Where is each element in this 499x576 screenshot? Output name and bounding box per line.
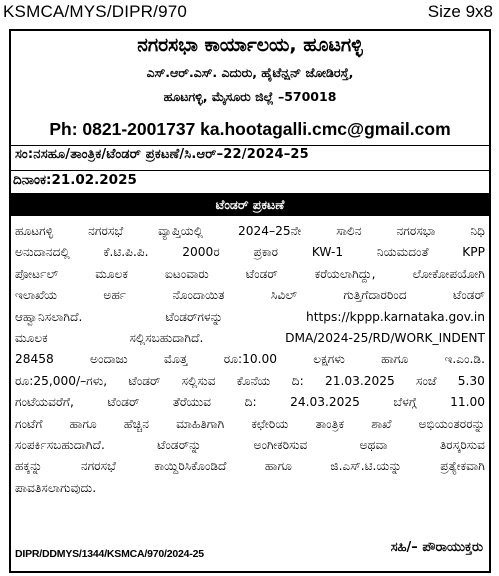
body-word: ಹಕ್ಕನ್ನು: [15, 459, 43, 474]
body-word: ನಗರಸಭೆ: [80, 459, 116, 474]
body-word: ಟೆಂಡರ್‌ನ್ನು: [157, 437, 202, 452]
body-word: KPP: [462, 245, 485, 260]
body-word: ಸಲ್ಲಿಸುವ: [181, 373, 216, 388]
body-word: ಅಥವಾ: [359, 437, 388, 452]
release-code: KSMCA/MYS/DIPR/970: [3, 2, 188, 21]
office-title: ನಗರಸಭಾ ಕಾರ್ಯಾಲಯ, ಹೂಟಗಳ್ಳಿ: [137, 34, 363, 56]
body-line: ಪಾವತಿಸಲಾಗುವುದು.: [15, 480, 97, 495]
body-word: ಕಛೇರಿಯ: [251, 416, 289, 431]
body-word: KW-1: [311, 245, 344, 260]
body-word: ಸಂಜೆ: [415, 373, 437, 388]
body-word: ಹಾಗೂ: [69, 416, 97, 431]
body-word: ಕಾಯ್ದಿರಿಸಿಕೊಂಡಿದೆ: [154, 459, 227, 474]
divider: [11, 145, 489, 146]
body-word: ಮೂಲಕ: [95, 266, 129, 281]
body-line: [15, 328, 485, 349]
body-word: ಅನುದಾನದಲ್ಲಿ: [15, 245, 70, 260]
body-word: ಮೂಲಕ: [15, 330, 48, 345]
body-word: 28458: [15, 352, 54, 367]
body-word: ಅಂಗೀಕರಿಸುವ: [253, 437, 308, 452]
body-word: ದಿ:: [291, 373, 304, 388]
body-word: ಇ.ಎಂ.ಡಿ.: [444, 352, 485, 367]
body-word: ಸಿವಿಲ್: [270, 288, 298, 303]
body-word: ಶಾಖೆ: [371, 416, 392, 431]
body-word: ನೊಂದಾಯಿತ: [172, 288, 225, 303]
body-word: 2000ರ: [182, 245, 220, 260]
body-word: ಪೋರ್ಟಲ್: [15, 266, 59, 281]
body-line: [15, 242, 485, 263]
body-line: [15, 349, 485, 370]
body-word: ಟೆಂಡರ್‌ಗಳನ್ನು: [165, 309, 223, 324]
body-word: ಟೆಂಡರ್: [107, 395, 140, 410]
body-word: 2024–25ನೇ: [237, 224, 302, 238]
body-word: https://kppp.karnataka.gov.in: [305, 309, 485, 324]
signature: ಸಹಿ/– ಪೌರಾಯುಕ್ತರು: [390, 540, 483, 555]
body-word: ಹಾಗೂ: [264, 459, 292, 474]
office-contact: Ph: 0821-2001737 ka.hootagalli.cmc@gmail.com: [49, 119, 451, 139]
body-word: ಪ್ರತ್ಯೇಕವಾಗಿ: [440, 459, 485, 474]
body-word: ಮಾಹಿತಿಗಾಗಿ: [176, 416, 225, 431]
body-word: ಟೆಂಡರ್: [245, 266, 278, 281]
body-word: ಸಾಲಿನ: [336, 224, 362, 238]
body-word: ಆಹ್ವಾನಿಸಲಾಗಿದೆ.: [15, 309, 83, 324]
body-line: [15, 414, 485, 435]
body-word: ಬೆಳಗ್ಗೆ: [393, 395, 417, 410]
body-word: ನಗರಸಭಾ: [396, 224, 436, 238]
body-line: [15, 285, 485, 306]
office-address-line1: ಎಸ್.ಆರ್.ಎಸ್. ಎದುರು, ಹೈಟೆನ್ಷನ್ ಜೋಡಿರಸ್ತೆ,: [146, 65, 354, 80]
body-word: ಅಂದಾಜು: [90, 352, 128, 367]
body-word: ಮೊತ್ತ: [163, 352, 188, 367]
body-line: [15, 456, 485, 477]
body-word: ಜಿ.ಎಸ್.ಟಿ.ಯನ್ನು: [330, 459, 402, 474]
body-word: ತಾಂತ್ರಿಕ: [315, 416, 345, 431]
body-line: [15, 435, 485, 456]
body-word: ಐಟಂವಾರು: [165, 266, 209, 281]
body-word: ಹಾಗೂ: [381, 352, 409, 367]
body-word: ಗಂಟೆಗೆ: [15, 416, 43, 431]
body-line: [15, 221, 485, 242]
body-word: 5.30: [457, 373, 485, 388]
body-line: [15, 264, 485, 285]
notice-banner: ಟೆಂಡರ್ ಪ್ರಕಟಣೆ: [11, 193, 489, 216]
body-word: ವ್ಯಾಪ್ತಿಯಲ್ಲಿ: [158, 224, 204, 238]
body-word: ಸಂಪರ್ಕಿಸಬಹುದಾಗಿದೆ.: [15, 437, 105, 452]
ad-size: Size 9x8: [427, 2, 493, 21]
body-word: DMA/2024-25/RD/WORK_INDENT: [285, 330, 485, 345]
body-word: ಹೂಟಗಳ್ಳಿ: [15, 224, 54, 238]
notice-date: ದಿನಾಂಕ:21.02.2025: [13, 172, 137, 188]
body-word: ಲೋಕೋಪಯೋಗಿ: [412, 266, 485, 281]
footer-code: DIPR/DDMYS/1344/KSMCA/970/2024-25: [15, 548, 204, 560]
body-word: ತಿರಸ್ಕರಿಸುವ: [439, 437, 485, 452]
notice-frame: [9, 29, 491, 573]
body-word: ದಿ:: [244, 395, 257, 410]
body-word: ಅರ್ಹ: [103, 288, 127, 303]
body-word: ಕರೆಯಲಾಗಿದ್ದು,: [314, 266, 376, 281]
body-line: [15, 307, 485, 328]
reference-number: ಸಂ:ನಸಹೂ/ತಾಂತ್ರಿಕ/ಟೆಂಡರ್ ಪ್ರಕಟಣೆ/ಸಿ.ಆರ್–22/2024–25: [15, 147, 309, 162]
body-word: ಪ್ರಕಾರ: [253, 245, 279, 260]
body-word: ನಗರಸಭೆ: [88, 224, 124, 238]
body-word: ಕೆ.ಟಿ.ಪಿ.ಪಿ.: [103, 245, 149, 260]
body-word: ಸಲ್ಲಿಸಬಹುದಾಗಿದೆ.: [129, 330, 204, 345]
body-word: ನಿಯಮದಂತೆ: [376, 245, 429, 260]
body-word: ಟೆಂಡರ್: [452, 288, 485, 303]
body-word: 21.03.2025: [324, 373, 395, 388]
body-word: ಟೆಂಡರ್: [128, 373, 161, 388]
notice-body: [15, 221, 485, 499]
top-strip: [0, 0, 499, 24]
body-word: ಇಲಾಖೆಯ: [15, 288, 58, 303]
office-address-line2: ಹೂಟಗಳ್ಳಿ, ಮೈಸೂರು ಜಿಲ್ಲೆ –570018: [163, 89, 337, 104]
body-word: ಗಂಟೆಯವರೆಗೆ,: [15, 395, 74, 410]
body-word: ರೂ:25,000/–ಗಳು,: [15, 373, 108, 388]
body-word: ಕೊನೆಯ: [236, 373, 271, 388]
body-word: ಅಭಿಯಂತರರನ್ನು: [418, 416, 485, 431]
body-word: ನಿಧಿ: [470, 224, 485, 238]
body-line: [15, 392, 485, 413]
body-word: 11.00: [450, 395, 485, 410]
body-word: ಲಕ್ಷಗಳು: [313, 352, 345, 367]
body-word: ರೂ:10.00: [223, 352, 278, 367]
body-word: ಹೆಚ್ಚಿನ: [123, 416, 149, 431]
body-word: 24.03.2025: [290, 395, 360, 410]
body-word: ಗುತ್ತಿಗೆದಾರರಿಂದ: [343, 288, 407, 303]
body-line: [15, 371, 485, 392]
body-word: ತೆರೆಯುವ: [172, 395, 212, 410]
divider: [11, 170, 489, 171]
